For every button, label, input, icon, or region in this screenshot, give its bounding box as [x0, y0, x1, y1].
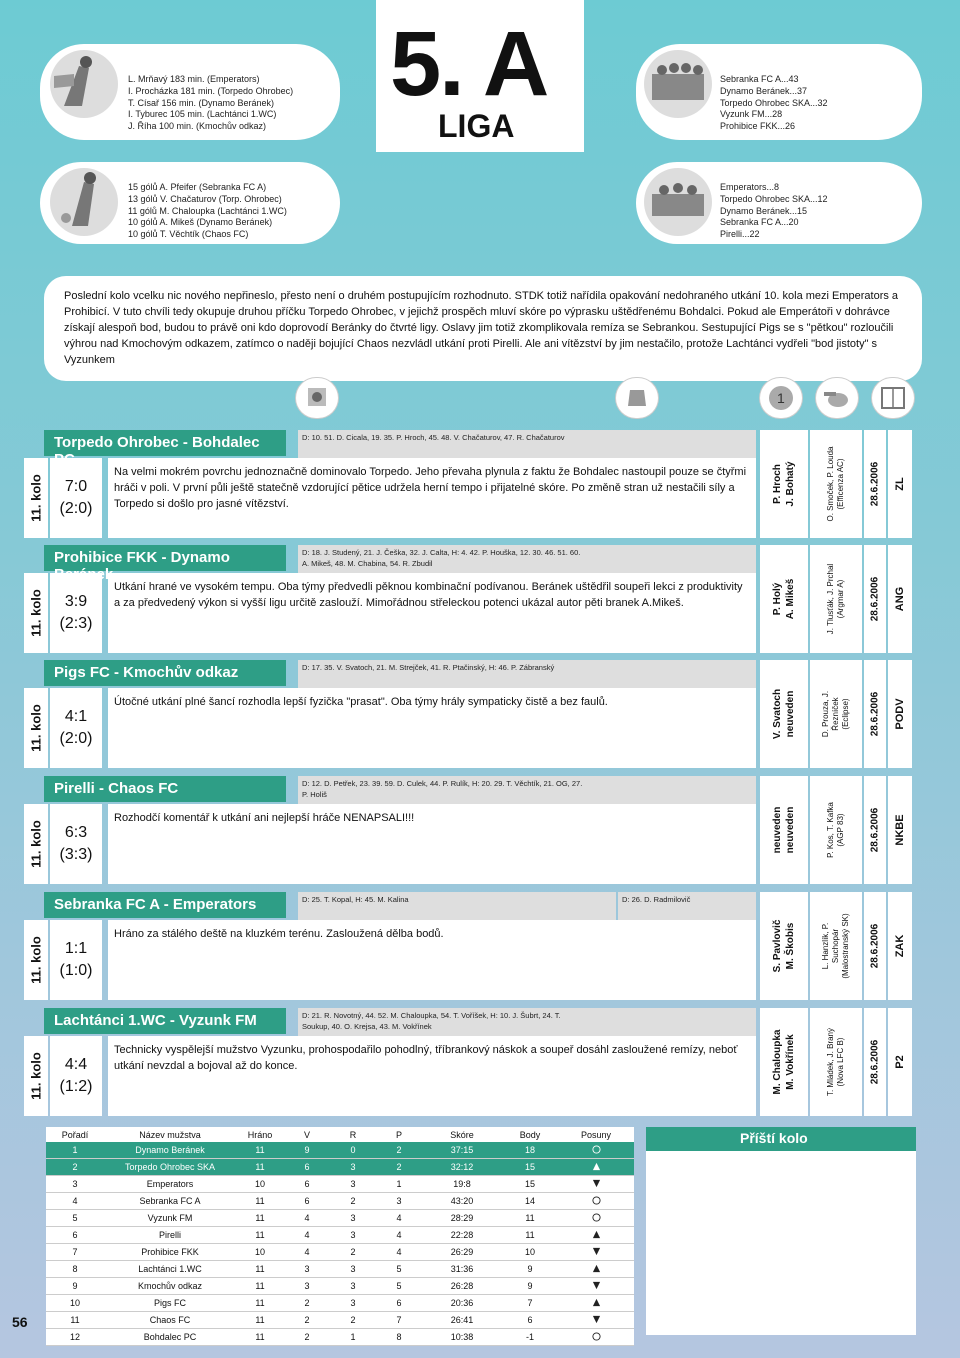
- match-code: NKBE: [894, 814, 906, 846]
- defense-list: [720, 182, 915, 241]
- circle-icon: [558, 1210, 634, 1227]
- round-label: [24, 1036, 48, 1116]
- scorers-line: D: 10. 51. D. Cicala, 19. 35. P. Hroch, 45. 48. V. Chačaturov, 47. R. Chačaturov: [302, 433, 565, 442]
- standings-cell: 2: [330, 1244, 376, 1261]
- standings-cell: Vyzunk FM: [104, 1210, 236, 1227]
- standings-cell: 1: [46, 1142, 104, 1159]
- arrow-up-icon: [558, 1227, 634, 1244]
- venue: T. Mládek, J. Braný (Nova LFC B): [826, 1027, 845, 1097]
- match-scorers: [298, 545, 756, 575]
- standings-cell: 11: [236, 1142, 284, 1159]
- match-scorers-away: [618, 892, 756, 922]
- arrow-down-icon: [558, 1176, 634, 1193]
- number-one-icon: [760, 378, 802, 418]
- defense-item: Pirelli...22: [720, 229, 760, 240]
- venue-column: [810, 660, 862, 768]
- referees-column: [760, 892, 808, 1000]
- venue: L. Hanzlík, P. Suchopár (Malostranský SK): [821, 913, 850, 979]
- standings-cell: 22:28: [422, 1227, 502, 1244]
- round-text: 11. kolo: [28, 474, 44, 522]
- col-header: V: [284, 1127, 330, 1142]
- match-comment: Hráno za stálého deště na kluzkém terénu. Zasloužená dělba bodů.: [108, 920, 756, 1000]
- goals-item: 11 gólů M. Chaloupka (Lachtánci 1.WC): [128, 205, 287, 216]
- standings-cell: 18: [502, 1142, 558, 1159]
- standings-cell: 2: [330, 1312, 376, 1329]
- scorers-line: Soukup, 40. O. Krejsa, 43. M. Vokřínek: [302, 1022, 432, 1031]
- venue: O. Smoček, P. Louda (Efficenza AC): [826, 446, 845, 522]
- match-date: 28.6.2006: [869, 923, 881, 969]
- standings-cell: Chaos FC: [104, 1312, 236, 1329]
- match-code: PODV: [894, 698, 906, 730]
- referees: V. Svatoch neuveden: [772, 688, 796, 740]
- standings-cell: 6: [46, 1227, 104, 1244]
- standings-cell: 37:15: [422, 1142, 502, 1159]
- standings-cell: 31:36: [422, 1261, 502, 1278]
- minutes-item: J. Říha 100 min. (Kmochův odkaz): [128, 121, 267, 132]
- attack-item: Sebranka FC A...43: [720, 74, 799, 84]
- code-column: [888, 430, 912, 538]
- attack-list: [720, 74, 915, 133]
- col-header: Posuny: [558, 1127, 634, 1142]
- scorers-line: D: 17. 35. V. Svatoch, 21. M. Strejček, 41. R. Ptačinský, H: 46. P. Zábranský: [302, 663, 555, 672]
- standings-cell: 26:41: [422, 1312, 502, 1329]
- halftime-score: (1:0): [59, 962, 93, 979]
- standings-cell: 7: [376, 1312, 422, 1329]
- page-number: 56: [12, 1314, 28, 1330]
- code-column: [888, 545, 912, 653]
- next-round-title: Příští kolo: [646, 1127, 916, 1151]
- referees: neuveden neuveden: [772, 806, 796, 854]
- circle-icon: [558, 1142, 634, 1159]
- round-label: [24, 458, 48, 538]
- standings-cell: 6: [284, 1159, 330, 1176]
- col-header: Pořadí: [46, 1127, 104, 1142]
- arrow-down-icon: [558, 1278, 634, 1295]
- round-label: [24, 804, 48, 884]
- round-text: 11. kolo: [28, 1052, 44, 1100]
- attack-item: Vyzunk FM...28: [720, 109, 783, 120]
- standings-cell: 5: [376, 1261, 422, 1278]
- round-label: [24, 688, 48, 768]
- standings-cell: 8: [376, 1329, 422, 1346]
- standings-cell: 11: [236, 1159, 284, 1176]
- standings-cell: 6: [284, 1176, 330, 1193]
- match-code: P2: [894, 1055, 906, 1069]
- standings-cell: Pirelli: [104, 1227, 236, 1244]
- goals-item: 15 gólů A. Pfeifer (Sebranka FC A): [128, 182, 267, 192]
- code-column: [888, 892, 912, 1000]
- referees: P. Hroch J. Bohatý: [772, 461, 796, 507]
- match-title: Prohibice FKK - Dynamo: [44, 545, 286, 571]
- score-box: [50, 688, 102, 768]
- standings-cell: 4: [46, 1193, 104, 1210]
- col-header: P: [376, 1127, 422, 1142]
- svg-text:1: 1: [777, 390, 785, 406]
- team-photo-icon: [638, 46, 718, 118]
- standings-cell: 3: [330, 1227, 376, 1244]
- standings-cell: 3: [330, 1210, 376, 1227]
- circle-icon: [558, 1193, 634, 1210]
- date-column: [864, 776, 886, 884]
- next-round-panel: [646, 1127, 916, 1335]
- code-column: [888, 776, 912, 884]
- final-score: 6:3: [64, 824, 88, 841]
- match-date: 28.6.2006: [869, 576, 881, 622]
- halftime-score: (3:3): [59, 846, 93, 863]
- referees-column: [760, 545, 808, 653]
- match-code: ZAK: [894, 934, 906, 958]
- standings-cell: 9: [502, 1261, 558, 1278]
- standings-cell: 1: [376, 1176, 422, 1193]
- arrow-up-icon: [558, 1261, 634, 1278]
- final-score: 4:1: [64, 708, 88, 725]
- defense-item: Dynamo Beránek...15: [720, 205, 808, 216]
- goalkeeper-photo-icon: [44, 46, 124, 118]
- col-header: Body: [502, 1127, 558, 1142]
- table-row: [46, 1159, 634, 1176]
- score-box: [50, 1036, 102, 1116]
- round-text: 11. kolo: [28, 704, 44, 752]
- final-score: 4:4: [64, 1056, 88, 1073]
- standings-cell: 11: [46, 1312, 104, 1329]
- defense-item: Torpedo Ohrobec SKA...12: [720, 193, 828, 204]
- page-title: 5. A: [390, 13, 548, 115]
- standings-cell: 8: [46, 1261, 104, 1278]
- final-score: 3:9: [64, 593, 88, 610]
- col-header: Hráno: [236, 1127, 284, 1142]
- standings-cell: 2: [376, 1159, 422, 1176]
- minutes-item: I. Procházka 181 min. (Torpedo Ohrobec): [128, 85, 294, 96]
- standings-cell: -1: [502, 1329, 558, 1346]
- match-date: 28.6.2006: [869, 691, 881, 737]
- goals-list: [128, 182, 333, 241]
- halftime-score: (2:0): [59, 500, 93, 517]
- glove-icon: [616, 378, 658, 418]
- defense-item: Emperators...8: [720, 182, 780, 192]
- goals-item: 10 gólů T. Věchtík (Chaos FC): [128, 229, 249, 240]
- match-date: 28.6.2006: [869, 1039, 881, 1085]
- standings-cell: 20:36: [422, 1295, 502, 1312]
- scorers-line: D: 25. T. Kopal, H: 45. M. Kalina: [302, 895, 409, 904]
- standings-cell: Lachtánci 1.WC: [104, 1261, 236, 1278]
- standings-cell: 11: [236, 1193, 284, 1210]
- match-title: Torpedo Ohrobec - Bohdalec: [44, 430, 286, 456]
- date-column: [864, 660, 886, 768]
- table-row: [46, 1278, 634, 1295]
- standings-cell: 11: [236, 1227, 284, 1244]
- standings-cell: 9: [284, 1142, 330, 1159]
- match-comment: Útočné utkání plné šancí rozhodla lepší fyzička "prasat". Oba týmy hrály sympaticky čistě a bez faulů.: [108, 688, 756, 768]
- standings-cell: 7: [502, 1295, 558, 1312]
- venue: P. Kos, T. Kafka (AGP 83): [826, 802, 845, 858]
- match-comment: Technicky vyspělejší mužstvo Vyzunku, prohospodařilo pohodlný, tříbrankový náskok a soupeř dosáhl zasloužené remízy, neboť utkání nevzdal a bojoval až do konce.: [108, 1036, 756, 1116]
- standings-cell: 3: [330, 1278, 376, 1295]
- standings-cell: Kmochův odkaz: [104, 1278, 236, 1295]
- standings-cell: 11: [236, 1210, 284, 1227]
- standings-cell: 4: [284, 1244, 330, 1261]
- pitch-icon: [872, 378, 914, 418]
- table-row: [46, 1244, 634, 1261]
- table-row: [46, 1227, 634, 1244]
- round-label: [24, 573, 48, 653]
- code-column: [888, 1008, 912, 1116]
- intro-paragraph: Poslední kolo vcelku nic nového nepřineslo, přesto není o druhém postupujícím rozhodnuto. STDK totiž nařídila opakování nedohraného utkání 10. kola mezi Emperators a Prohibicí. V tuto chvíli tedy okupuje druhou příčku Torpedo Ohrobec, v jejichž prospěch mluví skóre po výprasku uštědřenému Bohdalci. Pokud ale Emperátoři v dohrávce získají alespoň bod, budou to právě oni kdo doprovodí Beránky do čtvrté ligy. Oslavy jim totiž zkomplikovala remíza se Sebrankou. Sestupující Pigs se s "pětkou" rozloučili výhrou nad Kmochovým odkazem, zatímco o naději bojující Chaos nezvládl utkání proti Pirelli. Ale ani vítězství by jim nestačilo, protože Lachtánci vydřeli "bod jistoty" s Vyzunkem: [44, 276, 922, 381]
- scorers-line: D: 21. R. Novotný, 44. 52. M. Chaloupka, 54. T. Voříšek, H: 10. J. Šubrt, 24. T.: [302, 1011, 561, 1020]
- standings-cell: 26:29: [422, 1244, 502, 1261]
- match-title: Sebranka FC A - Emperators: [44, 892, 286, 918]
- standings-cell: 10: [236, 1176, 284, 1193]
- minutes-item: L. Mrňavý 183 min. (Emperators): [128, 74, 260, 84]
- scorers-line: A. Mikeš, 48. M. Chabina, 54. R. Zbudil: [302, 559, 433, 568]
- venue-column: [810, 892, 862, 1000]
- match-code: ANG: [894, 586, 906, 612]
- standings-cell: 0: [330, 1142, 376, 1159]
- standings-cell: 2: [284, 1295, 330, 1312]
- table-row: [46, 1295, 634, 1312]
- match-scorers: [298, 660, 756, 690]
- round-text: 11. kolo: [28, 820, 44, 868]
- standings-cell: 3: [330, 1261, 376, 1278]
- goals-item: 13 gólů V. Chačaturov (Torp. Ohrobec): [128, 193, 282, 204]
- standings-cell: 28:29: [422, 1210, 502, 1227]
- player-photo-icon: [44, 164, 124, 236]
- standings-cell: 4: [376, 1210, 422, 1227]
- standings-header-row: [46, 1127, 634, 1142]
- referees: S. Pavlovič M. Škobis: [772, 919, 796, 973]
- table-row: [46, 1312, 634, 1329]
- circle-icon: [558, 1329, 634, 1346]
- halftime-score: (2:0): [59, 730, 93, 747]
- standings-cell: 10: [236, 1244, 284, 1261]
- arrow-down-icon: [558, 1312, 634, 1329]
- scorers-line: D: 26. D. Radmilovič: [622, 895, 691, 904]
- arrow-down-icon: [558, 1244, 634, 1261]
- match-scorers: [298, 776, 756, 806]
- table-row: [46, 1329, 634, 1346]
- standings-cell: 14: [502, 1193, 558, 1210]
- standings-cell: 2: [284, 1329, 330, 1346]
- standings-cell: 3: [330, 1295, 376, 1312]
- halftime-score: (1:2): [59, 1078, 93, 1095]
- standings-cell: 11: [236, 1278, 284, 1295]
- venue-column: [810, 1008, 862, 1116]
- match-comment: Na velmi mokrém povrchu jednoznačně dominovalo Torpedo. Jeho převaha plynula z faktu že Bohdalec nastoupil pouze se čtyřmi hráči v poli. V první půli ještě statečně vzdorující pětice udržela herní tempo i přijatelné skóre. Po změně stran už nestačili síly a Torpedo si došlo pro jasné vítězství.: [108, 458, 756, 538]
- standings-cell: 6: [502, 1312, 558, 1329]
- standings-cell: 19:8: [422, 1176, 502, 1193]
- standings-cell: 4: [284, 1227, 330, 1244]
- match-comment: Utkání hrané ve vysokém tempu. Oba týmy předvedli pěknou kombinační podívanou. Beránek uštědřil soupeři lekci z produktivity a za předvedený výkon si vyšší ligu určitě zaslouží. Mimořádnou střeleckou potenci ukázal autor pěti branek A.Mikeš.: [108, 573, 756, 653]
- col-header: Skóre: [422, 1127, 502, 1142]
- standings-cell: 11: [236, 1312, 284, 1329]
- referees-column: [760, 776, 808, 884]
- final-score: 7:0: [64, 478, 88, 495]
- col-header: Název mužstva: [104, 1127, 236, 1142]
- match-title: Pirelli - Chaos FC: [44, 776, 286, 802]
- standings-cell: 15: [502, 1159, 558, 1176]
- standings-cell: 43:20: [422, 1193, 502, 1210]
- referees: P. Holý A. Mikeš: [772, 578, 796, 620]
- score-box: [50, 458, 102, 538]
- scorers-line: D: 18. J. Studený, 21. J. Češka, 32. J. Calta, H: 4. 42. P. Houška, 12. 30. 46. 51. 60.: [302, 548, 581, 557]
- standings-cell: Torpedo Ohrobec SKA: [104, 1159, 236, 1176]
- standings-cell: 11: [502, 1227, 558, 1244]
- arrow-up-icon: [558, 1159, 634, 1176]
- arrow-up-icon: [558, 1295, 634, 1312]
- standings-cell: 26:28: [422, 1278, 502, 1295]
- table-row: [46, 1193, 634, 1210]
- scorers-line: D: 12. D. Petřek, 23. 39. 59. D. Culek, 44. P. Rulík, H: 20. 29. T. Věchtík, 21. OG, 27.: [302, 779, 583, 788]
- final-score: 1:1: [64, 940, 88, 957]
- standings-cell: 11: [502, 1210, 558, 1227]
- standings-cell: 11: [236, 1261, 284, 1278]
- standings-cell: 3: [330, 1176, 376, 1193]
- code-column: [888, 660, 912, 768]
- referees: M. Chaloupka M. Vokřínek: [772, 1029, 796, 1095]
- standings-cell: 2: [376, 1142, 422, 1159]
- attack-item: Prohibice FKK...26: [720, 121, 796, 132]
- standings-cell: Prohibice FKK: [104, 1244, 236, 1261]
- venue: D. Prouza, J. Řezníček (Eclipse): [821, 690, 850, 738]
- match-date: 28.6.2006: [869, 461, 881, 507]
- standings-cell: Emperators: [104, 1176, 236, 1193]
- standings-cell: Bohdalec PC: [104, 1329, 236, 1346]
- goals-item: 10 gólů A. Mikeš (Dynamo Beránek): [128, 217, 273, 228]
- match-comment: Rozhodčí komentář k utkání ani nejlepší hráče NENAPSALI!!!: [108, 804, 756, 884]
- minutes-list: [128, 74, 333, 133]
- standings-cell: 3: [376, 1193, 422, 1210]
- venue: J. Tlusťák, J. Prchal (Argmar A): [826, 563, 845, 635]
- ball-icon: [296, 378, 338, 418]
- standings-cell: 5: [376, 1278, 422, 1295]
- standings-table: [46, 1127, 634, 1346]
- round-label: [24, 920, 48, 1000]
- standings-cell: 3: [330, 1159, 376, 1176]
- referees-column: [760, 660, 808, 768]
- date-column: [864, 545, 886, 653]
- match-scorers: [298, 430, 756, 460]
- standings-cell: 2: [330, 1193, 376, 1210]
- venue-column: [810, 430, 862, 538]
- match-scorers: [298, 1008, 756, 1038]
- standings-cell: 9: [46, 1278, 104, 1295]
- defense-item: Sebranka FC A...20: [720, 217, 799, 228]
- scorers-line: P. Holiš: [302, 790, 327, 799]
- crowd-photo-icon: [638, 164, 718, 236]
- halftime-score: (2:3): [59, 615, 93, 632]
- standings-cell: 10:38: [422, 1329, 502, 1346]
- standings-cell: 3: [284, 1278, 330, 1295]
- score-box: [50, 573, 102, 653]
- score-box: [50, 920, 102, 1000]
- round-text: 11. kolo: [28, 589, 44, 637]
- standings-cell: 2: [284, 1312, 330, 1329]
- standings-cell: 11: [236, 1329, 284, 1346]
- venue-column: [810, 545, 862, 653]
- standings-cell: 32:12: [422, 1159, 502, 1176]
- col-header: R: [330, 1127, 376, 1142]
- minutes-item: I. Tyburec 105 min. (Lachtánci 1.WC): [128, 109, 277, 120]
- standings-cell: 5: [46, 1210, 104, 1227]
- table-row: [46, 1261, 634, 1278]
- standings-cell: 4: [376, 1244, 422, 1261]
- score-box: [50, 804, 102, 884]
- referees-column: [760, 430, 808, 538]
- match-title: Pigs FC - Kmochův odkaz: [44, 660, 286, 686]
- standings-cell: Pigs FC: [104, 1295, 236, 1312]
- attack-item: Dynamo Beránek...37: [720, 85, 808, 96]
- date-column: [864, 892, 886, 1000]
- venue-column: [810, 776, 862, 884]
- page-subtitle: LIGA: [438, 108, 515, 144]
- standings-cell: 6: [376, 1295, 422, 1312]
- table-row: [46, 1142, 634, 1159]
- match-scorers: [298, 892, 616, 922]
- standings-cell: 9: [502, 1278, 558, 1295]
- standings-cell: 10: [502, 1244, 558, 1261]
- match-date: 28.6.2006: [869, 807, 881, 853]
- standings-cell: 2: [46, 1159, 104, 1176]
- match-title: Lachtánci 1.WC - Vyzunk FM: [44, 1008, 286, 1034]
- standings-cell: Sebranka FC A: [104, 1193, 236, 1210]
- standings-cell: 15: [502, 1176, 558, 1193]
- whistle-icon: [816, 378, 858, 418]
- standings-cell: 3: [46, 1176, 104, 1193]
- table-row: [46, 1210, 634, 1227]
- standings-cell: 6: [284, 1193, 330, 1210]
- standings-cell: 4: [284, 1210, 330, 1227]
- standings-cell: Dynamo Beránek: [104, 1142, 236, 1159]
- match-code: ZL: [894, 477, 906, 491]
- standings-cell: 1: [330, 1329, 376, 1346]
- table-row: [46, 1176, 634, 1193]
- standings-cell: 7: [46, 1244, 104, 1261]
- standings-cell: 3: [284, 1261, 330, 1278]
- attack-item: Torpedo Ohrobec SKA...32: [720, 97, 828, 108]
- round-text: 11. kolo: [28, 936, 44, 984]
- standings-cell: 11: [236, 1295, 284, 1312]
- date-column: [864, 430, 886, 538]
- standings-cell: 4: [376, 1227, 422, 1244]
- standings-cell: 12: [46, 1329, 104, 1346]
- referees-column: [760, 1008, 808, 1116]
- standings-cell: 10: [46, 1295, 104, 1312]
- minutes-item: T. Císař 156 min. (Dynamo Beránek): [128, 97, 275, 108]
- date-column: [864, 1008, 886, 1116]
